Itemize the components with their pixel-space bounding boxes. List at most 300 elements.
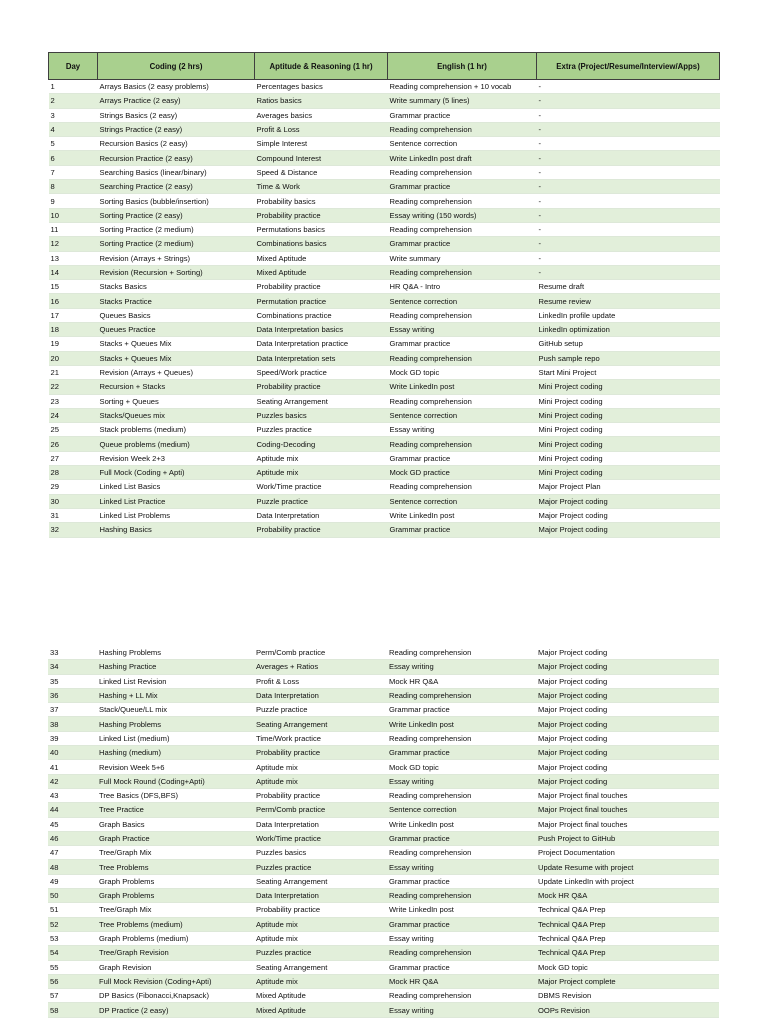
day-cell[interactable]: 11	[49, 222, 98, 236]
coding-cell[interactable]: Full Mock Round (Coding+Apti)	[97, 774, 254, 788]
coding-cell[interactable]: Hashing Practice	[97, 660, 254, 674]
aptitude-cell[interactable]: Puzzles practice	[254, 946, 387, 960]
extra-cell[interactable]: Major Project coding	[536, 660, 719, 674]
day-cell[interactable]: 29	[49, 480, 98, 494]
english-cell[interactable]: Essay writing	[387, 774, 536, 788]
aptitude-cell[interactable]: Seating Arrangement	[254, 960, 387, 974]
aptitude-cell[interactable]: Speed & Distance	[255, 165, 388, 179]
aptitude-cell[interactable]: Permutation practice	[255, 294, 388, 308]
extra-cell[interactable]: Major Project coding	[537, 523, 720, 537]
coding-cell[interactable]: Full Mock Revision (Coding+Apti)	[97, 974, 254, 988]
coding-cell[interactable]: Graph Revision	[97, 960, 254, 974]
extra-cell[interactable]: -	[537, 208, 720, 222]
day-cell[interactable]: 42	[48, 774, 97, 788]
aptitude-cell[interactable]: Data Interpretation sets	[255, 351, 388, 365]
extra-cell[interactable]: Major Project final touches	[536, 817, 719, 831]
extra-cell[interactable]: Technical Q&A Prep	[536, 931, 719, 945]
english-cell[interactable]: Write LinkedIn post	[387, 903, 536, 917]
english-cell[interactable]: Grammar practice	[387, 831, 536, 845]
day-cell[interactable]: 50	[48, 889, 97, 903]
day-cell[interactable]: 22	[49, 380, 98, 394]
english-cell[interactable]: Reading comprehension	[387, 731, 536, 745]
extra-cell[interactable]: -	[537, 165, 720, 179]
aptitude-cell[interactable]: Profit & Loss	[254, 674, 387, 688]
english-cell[interactable]: Essay writing	[387, 931, 536, 945]
extra-cell[interactable]: Major Project final touches	[536, 788, 719, 802]
extra-cell[interactable]: Major Project coding	[536, 760, 719, 774]
coding-cell[interactable]: Revision (Recursion + Sorting)	[98, 265, 255, 279]
aptitude-cell[interactable]: Data Interpretation basics	[255, 323, 388, 337]
day-cell[interactable]: 38	[48, 717, 97, 731]
aptitude-cell[interactable]: Probability basics	[255, 194, 388, 208]
extra-cell[interactable]: Mini Project coding	[537, 394, 720, 408]
aptitude-cell[interactable]: Aptitude mix	[254, 917, 387, 931]
aptitude-cell[interactable]: Work/Time practice	[255, 480, 388, 494]
coding-cell[interactable]: Stacks Practice	[98, 294, 255, 308]
aptitude-cell[interactable]: Puzzles practice	[255, 423, 388, 437]
day-cell[interactable]: 52	[48, 917, 97, 931]
coding-cell[interactable]: Arrays Basics (2 easy problems)	[98, 80, 255, 94]
day-cell[interactable]: 31	[49, 508, 98, 522]
extra-cell[interactable]: Major Project coding	[536, 688, 719, 702]
extra-cell[interactable]: Mini Project coding	[537, 380, 720, 394]
english-cell[interactable]: Mock GD practice	[388, 466, 537, 480]
day-cell[interactable]: 48	[48, 860, 97, 874]
extra-cell[interactable]: GitHub setup	[537, 337, 720, 351]
coding-cell[interactable]: Hashing Problems	[97, 646, 254, 660]
day-cell[interactable]: 56	[48, 974, 97, 988]
english-cell[interactable]: Sentence correction	[388, 408, 537, 422]
extra-cell[interactable]: Major Project coding	[537, 508, 720, 522]
english-cell[interactable]: Reading comprehension + 10 vocab	[388, 80, 537, 94]
english-cell[interactable]: Reading comprehension	[387, 889, 536, 903]
day-cell[interactable]: 5	[49, 137, 98, 151]
day-cell[interactable]: 7	[49, 165, 98, 179]
day-cell[interactable]: 12	[49, 237, 98, 251]
extra-cell[interactable]: -	[537, 180, 720, 194]
table-row	[49, 494, 720, 508]
coding-cell[interactable]: Stacks Basics	[98, 280, 255, 294]
coding-cell[interactable]: Sorting Practice (2 easy)	[98, 208, 255, 222]
english-cell[interactable]: Essay writing	[388, 423, 537, 437]
header-extra[interactable]: Extra (Project/Resume/Interview/Apps)	[537, 53, 720, 80]
coding-cell[interactable]: Searching Practice (2 easy)	[98, 180, 255, 194]
aptitude-cell[interactable]: Averages + Ratios	[254, 660, 387, 674]
aptitude-cell[interactable]: Speed/Work practice	[255, 365, 388, 379]
english-cell[interactable]: Grammar practice	[387, 874, 536, 888]
english-cell[interactable]: Reading comprehension	[388, 394, 537, 408]
coding-cell[interactable]: Tree/Graph Mix	[97, 903, 254, 917]
extra-cell[interactable]: -	[537, 108, 720, 122]
english-cell[interactable]: Essay writing	[387, 660, 536, 674]
aptitude-cell[interactable]: Compound Interest	[255, 151, 388, 165]
extra-cell[interactable]: Major Project coding	[536, 674, 719, 688]
aptitude-cell[interactable]: Mixed Aptitude	[255, 251, 388, 265]
day-cell[interactable]: 32	[49, 523, 98, 537]
extra-cell[interactable]: -	[537, 222, 720, 236]
english-cell[interactable]: Reading comprehension	[387, 646, 536, 660]
english-cell[interactable]: Reading comprehension	[387, 688, 536, 702]
extra-cell[interactable]: Major Project coding	[536, 731, 719, 745]
aptitude-cell[interactable]: Aptitude mix	[255, 451, 388, 465]
coding-cell[interactable]: Graph Practice	[97, 831, 254, 845]
coding-cell[interactable]: Full Mock (Coding + Apti)	[98, 466, 255, 480]
coding-cell[interactable]: Stack/Queue/LL mix	[97, 703, 254, 717]
day-cell[interactable]: 19	[49, 337, 98, 351]
coding-cell[interactable]: Stacks/Queues mix	[98, 408, 255, 422]
english-cell[interactable]: Reading comprehension	[388, 480, 537, 494]
aptitude-cell[interactable]: Probability practice	[254, 903, 387, 917]
aptitude-cell[interactable]: Puzzles practice	[254, 860, 387, 874]
english-cell[interactable]: Sentence correction	[388, 137, 537, 151]
coding-cell[interactable]: Tree/Graph Mix	[97, 846, 254, 860]
extra-cell[interactable]: -	[537, 151, 720, 165]
aptitude-cell[interactable]: Puzzles basics	[254, 846, 387, 860]
aptitude-cell[interactable]: Probability practice	[254, 788, 387, 802]
day-cell[interactable]: 6	[49, 151, 98, 165]
extra-cell[interactable]: Technical Q&A Prep	[536, 917, 719, 931]
extra-cell[interactable]: Major Project Plan	[537, 480, 720, 494]
english-cell[interactable]: Reading comprehension	[387, 788, 536, 802]
aptitude-cell[interactable]: Percentages basics	[255, 80, 388, 94]
english-cell[interactable]: Grammar practice	[387, 960, 536, 974]
english-cell[interactable]: Grammar practice	[388, 337, 537, 351]
english-cell[interactable]: Write summary (5 lines)	[388, 94, 537, 108]
aptitude-cell[interactable]: Puzzles basics	[255, 408, 388, 422]
header-aptitude[interactable]: Aptitude & Reasoning (1 hr)	[255, 53, 388, 80]
english-cell[interactable]: Essay writing	[388, 323, 537, 337]
extra-cell[interactable]: -	[537, 194, 720, 208]
aptitude-cell[interactable]: Data Interpretation	[254, 889, 387, 903]
day-cell[interactable]: 53	[48, 931, 97, 945]
day-cell[interactable]: 1	[49, 80, 98, 94]
day-cell[interactable]: 20	[49, 351, 98, 365]
coding-cell[interactable]: Linked List Practice	[98, 494, 255, 508]
day-cell[interactable]: 21	[49, 365, 98, 379]
extra-cell[interactable]: -	[537, 137, 720, 151]
english-cell[interactable]: Essay writing	[387, 860, 536, 874]
extra-cell[interactable]: OOPs Revision	[536, 1003, 719, 1017]
english-cell[interactable]: Sentence correction	[388, 294, 537, 308]
coding-cell[interactable]: Graph Problems	[97, 874, 254, 888]
aptitude-cell[interactable]: Data Interpretation	[255, 508, 388, 522]
english-cell[interactable]: Grammar practice	[387, 703, 536, 717]
coding-cell[interactable]: Sorting Basics (bubble/insertion)	[98, 194, 255, 208]
day-cell[interactable]: 41	[48, 760, 97, 774]
aptitude-cell[interactable]: Data Interpretation	[254, 817, 387, 831]
coding-cell[interactable]: Hashing (medium)	[97, 746, 254, 760]
extra-cell[interactable]: Mini Project coding	[537, 466, 720, 480]
day-cell[interactable]: 28	[49, 466, 98, 480]
day-cell[interactable]: 9	[49, 194, 98, 208]
day-cell[interactable]: 49	[48, 874, 97, 888]
english-cell[interactable]: Write LinkedIn post draft	[388, 151, 537, 165]
day-cell[interactable]: 58	[48, 1003, 97, 1017]
aptitude-cell[interactable]: Seating Arrangement	[254, 717, 387, 731]
english-cell[interactable]: Grammar practice	[388, 523, 537, 537]
extra-cell[interactable]: LinkedIn optimization	[537, 323, 720, 337]
day-cell[interactable]: 26	[49, 437, 98, 451]
coding-cell[interactable]: Tree Problems	[97, 860, 254, 874]
coding-cell[interactable]: Hashing + LL Mix	[97, 688, 254, 702]
english-cell[interactable]: Reading comprehension	[388, 437, 537, 451]
day-cell[interactable]: 55	[48, 960, 97, 974]
day-cell[interactable]: 23	[49, 394, 98, 408]
day-cell[interactable]: 16	[49, 294, 98, 308]
day-cell[interactable]: 54	[48, 946, 97, 960]
aptitude-cell[interactable]: Puzzle practice	[255, 494, 388, 508]
day-cell[interactable]: 33	[48, 646, 97, 660]
coding-cell[interactable]: Recursion Basics (2 easy)	[98, 137, 255, 151]
extra-cell[interactable]: Major Project coding	[537, 494, 720, 508]
extra-cell[interactable]: LinkedIn profile update	[537, 308, 720, 322]
extra-cell[interactable]: Update LinkedIn with project	[536, 874, 719, 888]
aptitude-cell[interactable]: Perm/Comb practice	[254, 646, 387, 660]
extra-cell[interactable]: Start Mini Project	[537, 365, 720, 379]
aptitude-cell[interactable]: Data Interpretation	[254, 688, 387, 702]
aptitude-cell[interactable]: Ratios basics	[255, 94, 388, 108]
coding-cell[interactable]: Graph Basics	[97, 817, 254, 831]
extra-cell[interactable]: Major Project final touches	[536, 803, 719, 817]
english-cell[interactable]: Reading comprehension	[388, 194, 537, 208]
extra-cell[interactable]: Mock HR Q&A	[536, 889, 719, 903]
day-cell[interactable]: 25	[49, 423, 98, 437]
english-cell[interactable]: Write LinkedIn post	[388, 380, 537, 394]
extra-cell[interactable]: DBMS Revision	[536, 989, 719, 1003]
coding-cell[interactable]: Linked List (medium)	[97, 731, 254, 745]
coding-cell[interactable]: Recursion + Stacks	[98, 380, 255, 394]
day-cell[interactable]: 4	[49, 122, 98, 136]
english-cell[interactable]: Reading comprehension	[387, 946, 536, 960]
header-english[interactable]: English (1 hr)	[388, 53, 537, 80]
english-cell[interactable]: Grammar practice	[388, 451, 537, 465]
aptitude-cell[interactable]: Mixed Aptitude	[254, 1003, 387, 1017]
extra-cell[interactable]: Mini Project coding	[537, 437, 720, 451]
english-cell[interactable]: Sentence correction	[388, 494, 537, 508]
extra-cell[interactable]: -	[537, 80, 720, 94]
coding-cell[interactable]: Queues Practice	[98, 323, 255, 337]
english-cell[interactable]: HR Q&A - Intro	[388, 280, 537, 294]
day-cell[interactable]: 34	[48, 660, 97, 674]
english-cell[interactable]: Mock GD topic	[388, 365, 537, 379]
coding-cell[interactable]: Tree Practice	[97, 803, 254, 817]
coding-cell[interactable]: Stack problems (medium)	[98, 423, 255, 437]
day-cell[interactable]: 46	[48, 831, 97, 845]
header-coding[interactable]: Coding (2 hrs)	[98, 53, 255, 80]
day-cell[interactable]: 10	[49, 208, 98, 222]
table-row	[48, 731, 719, 745]
day-cell[interactable]: 51	[48, 903, 97, 917]
coding-cell[interactable]: Searching Basics (linear/binary)	[98, 165, 255, 179]
extra-cell[interactable]: Mini Project coding	[537, 423, 720, 437]
coding-cell[interactable]: Linked List Basics	[98, 480, 255, 494]
english-cell[interactable]: Grammar practice	[387, 746, 536, 760]
day-cell[interactable]: 14	[49, 265, 98, 279]
table-row	[48, 889, 719, 903]
aptitude-cell[interactable]: Mixed Aptitude	[255, 265, 388, 279]
coding-cell[interactable]: DP Practice (2 easy)	[97, 1003, 254, 1017]
aptitude-cell[interactable]: Seating Arrangement	[254, 874, 387, 888]
day-cell[interactable]: 36	[48, 688, 97, 702]
coding-cell[interactable]: Hashing Basics	[98, 523, 255, 537]
aptitude-cell[interactable]: Simple Interest	[255, 137, 388, 151]
aptitude-cell[interactable]: Seating Arrangement	[255, 394, 388, 408]
coding-cell[interactable]: Revision Week 5+6	[97, 760, 254, 774]
coding-cell[interactable]: Sorting Practice (2 medium)	[98, 237, 255, 251]
coding-cell[interactable]: Strings Practice (2 easy)	[98, 122, 255, 136]
aptitude-cell[interactable]: Aptitude mix	[254, 774, 387, 788]
coding-cell[interactable]: Tree/Graph Revision	[97, 946, 254, 960]
day-cell[interactable]: 45	[48, 817, 97, 831]
aptitude-cell[interactable]: Probability practice	[255, 280, 388, 294]
day-cell[interactable]: 37	[48, 703, 97, 717]
english-cell[interactable]: Grammar practice	[388, 180, 537, 194]
aptitude-cell[interactable]: Puzzle practice	[254, 703, 387, 717]
coding-cell[interactable]: Queue problems (medium)	[98, 437, 255, 451]
extra-cell[interactable]: Major Project coding	[536, 646, 719, 660]
extra-cell[interactable]: Major Project coding	[536, 703, 719, 717]
day-cell[interactable]: 8	[49, 180, 98, 194]
extra-cell[interactable]: Mini Project coding	[537, 408, 720, 422]
extra-cell[interactable]: Mock GD topic	[536, 960, 719, 974]
extra-cell[interactable]: Push sample repo	[537, 351, 720, 365]
day-cell[interactable]: 47	[48, 846, 97, 860]
header-day[interactable]: Day	[49, 53, 98, 80]
coding-cell[interactable]: DP Basics (Fibonacci,Knapsack)	[97, 989, 254, 1003]
aptitude-cell[interactable]: Averages basics	[255, 108, 388, 122]
day-cell[interactable]: 27	[49, 451, 98, 465]
aptitude-cell[interactable]: Perm/Comb practice	[254, 803, 387, 817]
day-cell[interactable]: 24	[49, 408, 98, 422]
extra-cell[interactable]: Mini Project coding	[537, 451, 720, 465]
day-cell[interactable]: 39	[48, 731, 97, 745]
aptitude-cell[interactable]: Aptitude mix	[254, 974, 387, 988]
aptitude-cell[interactable]: Probability practice	[255, 208, 388, 222]
english-cell[interactable]: Write LinkedIn post	[387, 817, 536, 831]
coding-cell[interactable]: Hashing Problems	[97, 717, 254, 731]
table-row	[48, 989, 719, 1003]
aptitude-cell[interactable]: Work/Time practice	[254, 831, 387, 845]
day-cell[interactable]: 43	[48, 788, 97, 802]
extra-cell[interactable]: Push Project to GitHub	[536, 831, 719, 845]
day-cell[interactable]: 3	[49, 108, 98, 122]
english-cell[interactable]: Essay writing (150 words)	[388, 208, 537, 222]
english-cell[interactable]: Grammar practice	[388, 108, 537, 122]
english-cell[interactable]: Mock HR Q&A	[387, 974, 536, 988]
day-cell[interactable]: 40	[48, 746, 97, 760]
english-cell[interactable]: Grammar practice	[388, 237, 537, 251]
aptitude-cell[interactable]: Permutations basics	[255, 222, 388, 236]
coding-cell[interactable]: Linked List Problems	[98, 508, 255, 522]
extra-cell[interactable]: Resume review	[537, 294, 720, 308]
coding-cell[interactable]: Revision (Arrays + Strings)	[98, 251, 255, 265]
day-cell[interactable]: 13	[49, 251, 98, 265]
coding-cell[interactable]: Revision Week 2+3	[98, 451, 255, 465]
aptitude-cell[interactable]: Profit & Loss	[255, 122, 388, 136]
coding-cell[interactable]: Graph Problems (medium)	[97, 931, 254, 945]
aptitude-cell[interactable]: Combinations practice	[255, 308, 388, 322]
english-cell[interactable]: Sentence correction	[387, 803, 536, 817]
coding-cell[interactable]: Arrays Practice (2 easy)	[98, 94, 255, 108]
english-cell[interactable]: Reading comprehension	[388, 265, 537, 279]
day-cell[interactable]: 2	[49, 94, 98, 108]
english-cell[interactable]: Essay writing	[387, 1003, 536, 1017]
english-cell[interactable]: Reading comprehension	[388, 351, 537, 365]
extra-cell[interactable]: -	[537, 265, 720, 279]
day-cell[interactable]: 17	[49, 308, 98, 322]
aptitude-cell[interactable]: Probability practice	[255, 380, 388, 394]
aptitude-cell[interactable]: Data Interpretation practice	[255, 337, 388, 351]
extra-cell[interactable]: Major Project coding	[536, 717, 719, 731]
coding-cell[interactable]: Tree Basics (DFS,BFS)	[97, 788, 254, 802]
extra-cell[interactable]: Technical Q&A Prep	[536, 903, 719, 917]
coding-cell[interactable]: Tree Problems (medium)	[97, 917, 254, 931]
english-cell[interactable]: Reading comprehension	[388, 165, 537, 179]
coding-cell[interactable]: Graph Problems	[97, 889, 254, 903]
extra-cell[interactable]: -	[537, 237, 720, 251]
extra-cell[interactable]: -	[537, 122, 720, 136]
coding-cell[interactable]: Sorting Practice (2 medium)	[98, 222, 255, 236]
coding-cell[interactable]: Linked List Revision	[97, 674, 254, 688]
english-cell[interactable]: Reading comprehension	[388, 122, 537, 136]
extra-cell[interactable]: Update Resume with project	[536, 860, 719, 874]
english-cell[interactable]: Write LinkedIn post	[388, 508, 537, 522]
english-cell[interactable]: Write summary	[388, 251, 537, 265]
english-cell[interactable]: Write LinkedIn post	[387, 717, 536, 731]
coding-cell[interactable]: Stacks + Queues Mix	[98, 351, 255, 365]
aptitude-cell[interactable]: Probability practice	[254, 746, 387, 760]
coding-cell[interactable]: Queues Basics	[98, 308, 255, 322]
day-cell[interactable]: 30	[49, 494, 98, 508]
extra-cell[interactable]: Technical Q&A Prep	[536, 946, 719, 960]
day-cell[interactable]: 15	[49, 280, 98, 294]
aptitude-cell[interactable]: Combinations basics	[255, 237, 388, 251]
extra-cell[interactable]: Project Documentation	[536, 846, 719, 860]
coding-cell[interactable]: Revision (Arrays + Queues)	[98, 365, 255, 379]
extra-cell[interactable]: Major Project coding	[536, 774, 719, 788]
aptitude-cell[interactable]: Probability practice	[255, 523, 388, 537]
english-cell[interactable]: Reading comprehension	[387, 989, 536, 1003]
table-row	[49, 323, 720, 337]
day-cell[interactable]: 35	[48, 674, 97, 688]
aptitude-cell[interactable]: Aptitude mix	[254, 931, 387, 945]
extra-cell[interactable]: -	[537, 94, 720, 108]
coding-cell[interactable]: Sorting + Queues	[98, 394, 255, 408]
english-cell[interactable]: Reading comprehension	[387, 846, 536, 860]
coding-cell[interactable]: Strings Basics (2 easy)	[98, 108, 255, 122]
extra-cell[interactable]: Major Project coding	[536, 746, 719, 760]
english-cell[interactable]: Mock HR Q&A	[387, 674, 536, 688]
day-cell[interactable]: 18	[49, 323, 98, 337]
english-cell[interactable]: Reading comprehension	[388, 308, 537, 322]
aptitude-cell[interactable]: Mixed Aptitude	[254, 989, 387, 1003]
extra-cell[interactable]: -	[537, 251, 720, 265]
extra-cell[interactable]: Resume draft	[537, 280, 720, 294]
day-cell[interactable]: 57	[48, 989, 97, 1003]
extra-cell[interactable]: Major Project complete	[536, 974, 719, 988]
coding-cell[interactable]: Recursion Practice (2 easy)	[98, 151, 255, 165]
aptitude-cell[interactable]: Time/Work practice	[254, 731, 387, 745]
aptitude-cell[interactable]: Aptitude mix	[254, 760, 387, 774]
english-cell[interactable]: Reading comprehension	[388, 222, 537, 236]
aptitude-cell[interactable]: Aptitude mix	[255, 466, 388, 480]
english-cell[interactable]: Grammar practice	[387, 917, 536, 931]
english-cell[interactable]: Mock GD topic	[387, 760, 536, 774]
day-cell[interactable]: 44	[48, 803, 97, 817]
aptitude-cell[interactable]: Time & Work	[255, 180, 388, 194]
aptitude-cell[interactable]: Coding-Decoding	[255, 437, 388, 451]
coding-cell[interactable]: Stacks + Queues Mix	[98, 337, 255, 351]
